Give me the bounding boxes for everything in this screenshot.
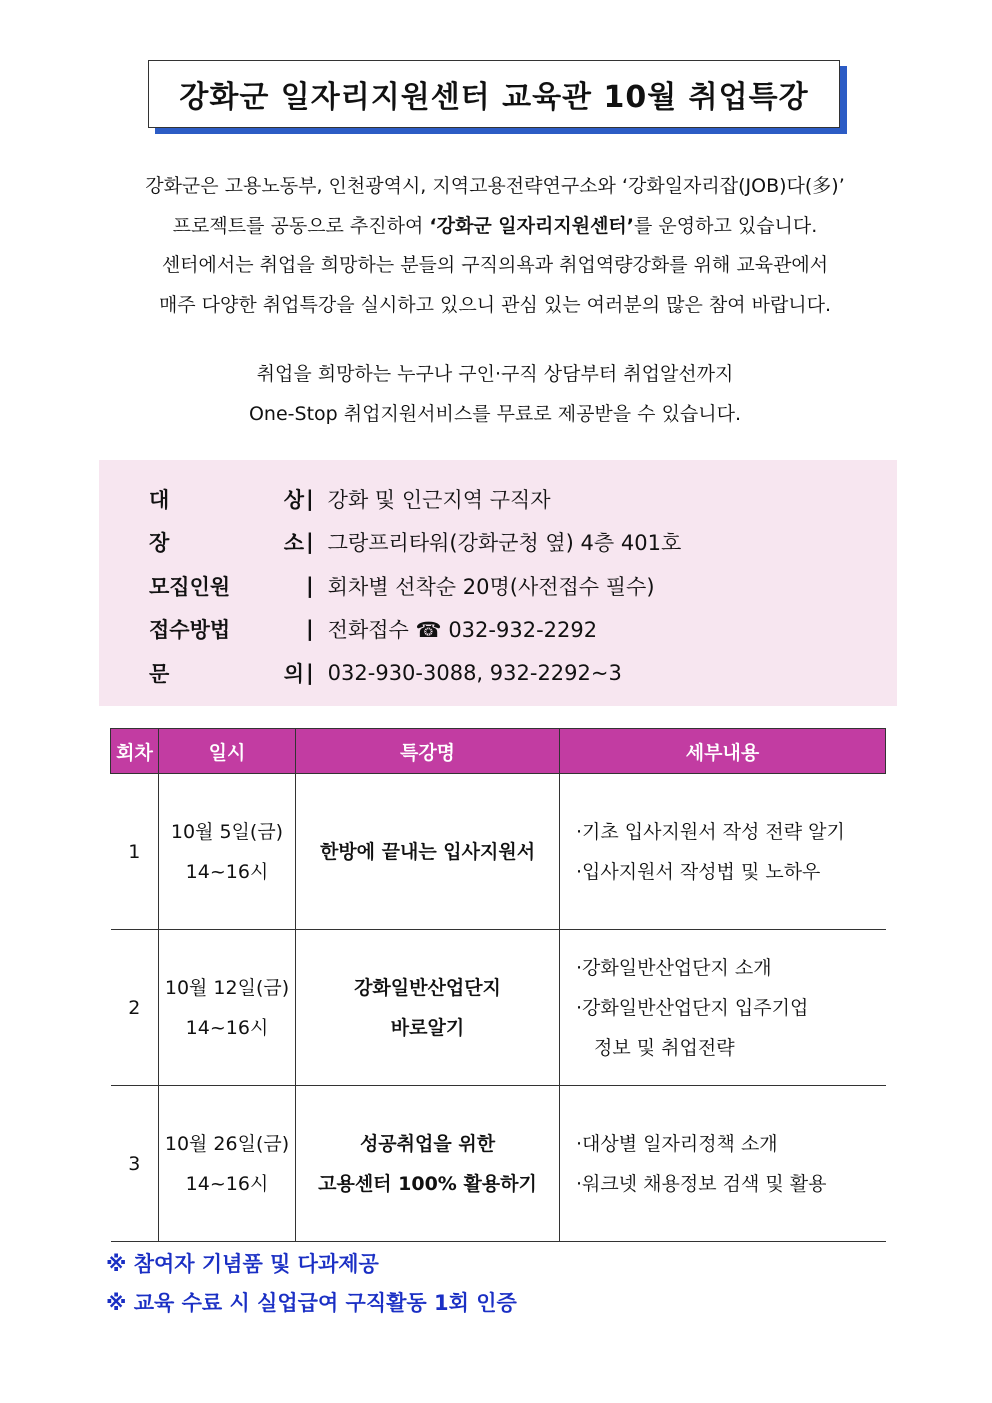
session-number: 3 [111,1086,159,1242]
session-date: 10월 26일(금) [164,1132,290,1155]
info-row-capacity [99,564,897,608]
title-box [148,60,840,128]
column-header-datetime: 일시 [159,729,296,774]
offer-line: One-Stop 취업지원서비스를 무료로 제공받을 수 있습니다. [248,402,742,425]
detail-item: ·강화일반산업단지 소개 [576,956,772,979]
lecture-title [296,930,560,1086]
session-number: 1 [111,774,159,930]
page-title: 강화군 일자리지원센터 교육관 10월 취업특강 [179,80,809,115]
lecture-details [560,1086,886,1242]
info-value: 전화접수 ☎ 032-932-2292 [327,618,598,643]
info-row-registration [99,608,897,652]
lecture-title [296,774,560,930]
lecture-title-line: 성공취업을 위한 [359,1132,496,1155]
info-label-part: 소 [283,531,304,556]
info-label-part: 상 [283,487,304,512]
session-datetime [159,774,296,930]
intro-line: 매주 다양한 취업특강을 실시하고 있으니 관심 있는 여러분의 많은 참여 바랍니다. [158,293,832,316]
info-row-contact [99,651,897,695]
detail-item: ·대상별 일자리정책 소개 [576,1132,778,1155]
info-label-part: 의 [283,661,304,686]
offer-line: 취업을 희망하는 누구나 구인·구직 상담부터 취업알선까지 [256,363,734,385]
lecture-title [296,1086,560,1242]
info-separator: | [306,530,314,555]
info-label-part: 모집인원 [149,574,231,599]
info-label-part: 접수방법 [149,618,231,643]
info-row-target [99,477,897,521]
lecture-details [560,774,886,930]
lecture-details [560,930,886,1086]
table-header-row [111,729,886,774]
detail-item: ·입사지원서 작성법 및 노하우 [576,860,821,883]
table-row [111,774,886,930]
lecture-title-line: 고용센터 100% 활용하기 [318,1172,537,1195]
info-separator: | [306,573,314,598]
session-time: 14~16시 [185,1016,269,1039]
session-datetime [159,1086,296,1242]
offer-paragraph [100,355,890,434]
session-date: 10월 5일(금) [170,820,284,843]
lecture-title-line: 한방에 끝내는 입사지원서 [319,840,536,863]
detail-item: ·기초 입사지원서 작성 전략 알기 [576,820,845,843]
info-separator: | [306,660,314,685]
info-value: 그랑프리타워(강화군청 옆) 4층 401호 [327,531,682,556]
detail-item: ·워크넷 채용정보 검색 및 활용 [576,1172,827,1195]
session-date: 10월 12일(금) [164,976,290,999]
info-label [149,571,304,601]
table-row [111,1086,886,1242]
center-name: ‘강화군 일자리지원센터’ [429,214,634,237]
info-separator: | [306,617,314,642]
info-label-part: 대 [149,487,170,512]
info-label-part: 장 [149,531,170,556]
column-header-session: 회차 [111,729,159,774]
schedule-table [110,728,886,1242]
note-item: ※ 교육 수료 시 실업급여 구직활동 1회 인증 [106,1291,517,1315]
info-separator: | [306,486,314,511]
info-label [149,527,304,557]
session-datetime [159,930,296,1086]
info-value: 회차별 선착순 20명(사전접수 필수) [327,574,655,599]
info-value: 032-930-3088, 932-2292~3 [327,660,622,685]
intro-text: 를 운영하고 있습니다. [634,214,818,237]
column-header-lecture: 특강명 [296,729,560,774]
info-label [149,658,304,688]
info-label [149,614,304,644]
info-box [99,460,897,706]
info-label-part: 문 [149,661,170,686]
intro-text: 프로젝트를 공동으로 추진하여 [172,214,430,237]
info-row-place [99,521,897,565]
session-time: 14~16시 [185,1172,269,1195]
detail-item-continuation: 정보 및 취업전략 [594,1036,735,1059]
note-item: ※ 참여자 기념품 및 다과제공 [106,1252,379,1276]
intro-line [100,207,890,247]
detail-item: ·강화일반산업단지 입주기업 [576,996,809,1019]
lecture-title-line: 바로알기 [390,1016,465,1039]
intro-line: 센터에서는 취업을 희망하는 분들의 구직의욕과 취업역량강화를 위해 교육관에서 [161,254,829,276]
session-number: 2 [111,930,159,1086]
column-header-details: 세부내용 [560,729,886,774]
intro-paragraph [100,167,890,325]
session-time: 14~16시 [185,860,269,883]
info-value: 강화 및 인근지역 구직자 [327,487,551,512]
info-label [149,484,304,514]
lecture-title-line: 강화일반산업단지 [354,976,501,999]
table-row [111,930,886,1086]
intro-line: 강화군은 고용노동부, 인천광역시, 지역고용전략연구소와 ‘강화일자리잡(JOB)다(多)’ [145,175,845,197]
notes [106,1245,517,1323]
